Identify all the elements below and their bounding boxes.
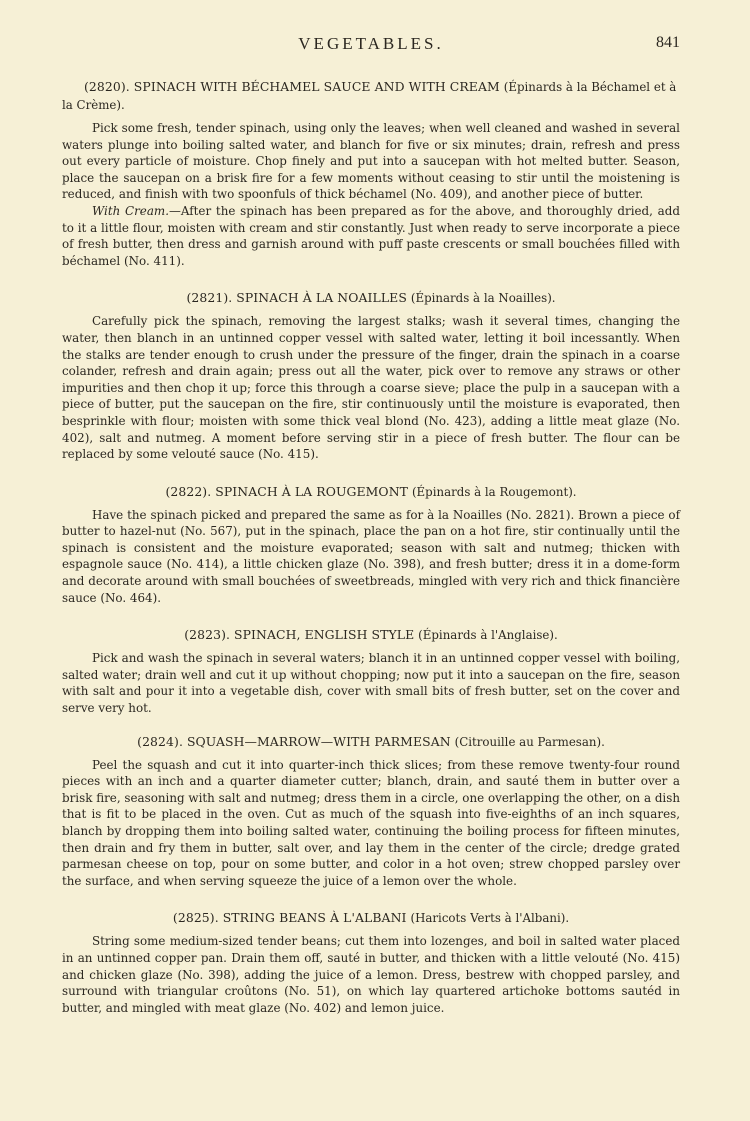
- recipe-name: SPINACH WITH BÉCHAMEL SAUCE AND WITH CREAM: [133, 79, 500, 94]
- recipe-variant: [62, 203, 680, 269]
- recipe-2821: [62, 289, 680, 462]
- recipe-french-name: (Haricots Verts à l'Albani).: [410, 911, 570, 926]
- recipe-number: (2821).: [186, 290, 233, 306]
- recipe-title: [62, 733, 680, 751]
- variant-body: —After the spinach has been prepared as for the above, and thoroughly dried, add to it a little flour, moisten with cream and stir constantly. Just when ready to serve incorporate a piece of fresh butter, then dress and garnish around with puff paste crescents or small bouchées filled with béchamel (No. 411).: [62, 203, 680, 268]
- recipe-2823: [62, 626, 680, 716]
- running-title: VEGETABLES.: [298, 34, 444, 53]
- recipe-body: String some medium-sized tender beans; cut them into lozenges, and boil in salted water placed in an untinned copper pan. Drain them off, sauté in butter, and thicken with a little velouté (No. 415) and chicken glaze (No. 398), adding the juice of a lemon. Dress, bestrew with chopped parsley, and surround with triangular croûtons (No. 51), on which lay quartered artichoke bottoms sautéd in butter, and mingled with meat glaze (No. 402) and lemon juice.: [62, 934, 680, 1015]
- recipe-number: (2822).: [165, 483, 212, 499]
- recipe-french-name: (Épinards à la Béchamel et à la Crème).: [62, 80, 677, 112]
- recipe-number: (2820).: [84, 79, 130, 94]
- recipe-number: (2825).: [172, 910, 219, 926]
- recipe-name: SPINACH À LA ROUGEMONT: [215, 483, 408, 499]
- recipe-number: (2823).: [184, 627, 231, 643]
- recipe-body: Have the spinach picked and prepared the same as for à la Noailles (No. 2821). Brown a piece of butter to hazel-nut (No. 567), put in the spinach, place the pan on a hot fire, stir continually until the spinach is consistent and the moisture evaporated; season with salt and nutmeg; thicken with espagnole sauce (No. 414), a little chicken glaze (No. 398), and fresh butter; dress it in a dome-form and decorate around with small bouchées of sweetbreads, mingled with very rich and thick financière sauce (No. 464).: [62, 507, 680, 605]
- recipe-name: STRING BEANS À L'ALBANI: [222, 910, 407, 926]
- recipe-name: SPINACH, ENGLISH STYLE: [234, 627, 415, 643]
- recipe-2822: [62, 483, 680, 607]
- recipe-2824: [62, 733, 680, 890]
- running-head: [62, 34, 680, 62]
- recipe-name: SQUASH—MARROW—WITH PARMESAN: [186, 733, 451, 749]
- recipe-body: Pick some fresh, tender spinach, using only the leaves; when well cleaned and washed in several waters plunge into boiling salted water, and blanch for five or six minutes; drain, refresh and press out every particle of moisture. Chop finely and put into a saucepan with hot melted butter. Season, place the saucepan on a brisk fire for a few moments without ceasing to stir until the moistening is reduced, and finish with two spoonfuls of thick béchamel (No. 409), and another piece of butter.: [62, 121, 680, 202]
- recipe-body: Peel the squash and cut it into quarter-inch thick slices; from these remove twenty-four round pieces with an inch and a quarter diameter cutter; blanch, drain, and sauté them in butter over a brisk fire, seasoning with salt and nutmeg; dress them in a circle, one overlapping the other, on a dish that is fit to be placed in the oven. Cut as much of the squash into five-eighths of an inch squares, blanch by dropping them into boiling salted water, continuing the boiling process for fifteen minutes, then drain and fry them in butter, salt over, and lay them in the center of the circle; dredge grated parmesan cheese on top, pour on some butter, and color in a hot oven; strew chopped parsley over the surface, and when serving squeeze the juice of a lemon over the whole.: [62, 757, 680, 888]
- page-number: 841: [656, 34, 680, 51]
- recipe-2820: [62, 78, 680, 269]
- recipe-title: [62, 483, 680, 501]
- recipe-french-name: (Citrouille au Parmesan).: [454, 734, 605, 749]
- recipe-french-name: (Épinards à la Rougemont).: [411, 484, 577, 499]
- recipe-title: [62, 626, 680, 644]
- recipe-2825: [62, 909, 680, 1016]
- recipe-name: SPINACH À LA NOAILLES: [236, 290, 407, 306]
- recipe-french-name: (Épinards à la Noailles).: [410, 291, 556, 306]
- recipe-number: (2824).: [137, 733, 183, 749]
- variant-name: With Cream.: [92, 203, 169, 218]
- recipe-title: [62, 78, 680, 114]
- recipe-title: [62, 909, 680, 927]
- recipe-body: Carefully pick the spinach, removing the largest stalks; wash it several times, changing the water, then blanch in an untinned copper vessel with salted water, letting it boil incessantly. When the stalks are tender enough to crush under the pressure of the finger, drain the spinach in a coarse colander, refresh and drain again; press out all the water, pick over to remove any straws or other impurities and then chop it up; force this through a coarse sieve; place the pulp in a saucepan with a piece of butter, put the saucepan on the fire, stir continuously until the moisture is evaporated, then besprinkle with flour; moisten with some thick veal blond (No. 423), adding a little meat glaze (No. 402), salt and nutmeg. A moment before serving stir in a piece of fresh butter. The flour can be replaced by some velouté sauce (No. 415).: [62, 314, 680, 462]
- recipe-french-name: (Épinards à l'Anglaise).: [418, 628, 558, 643]
- recipe-title: [62, 289, 680, 307]
- recipe-body: Pick and wash the spinach in several waters; blanch it in an untinned copper vessel with boiling, salted water; drain well and cut it up without chopping; now put it into a saucepan on the fire, season with salt and pour it into a vegetable dish, cover with small bits of fresh butter, set on the cover and serve very hot.: [62, 651, 680, 716]
